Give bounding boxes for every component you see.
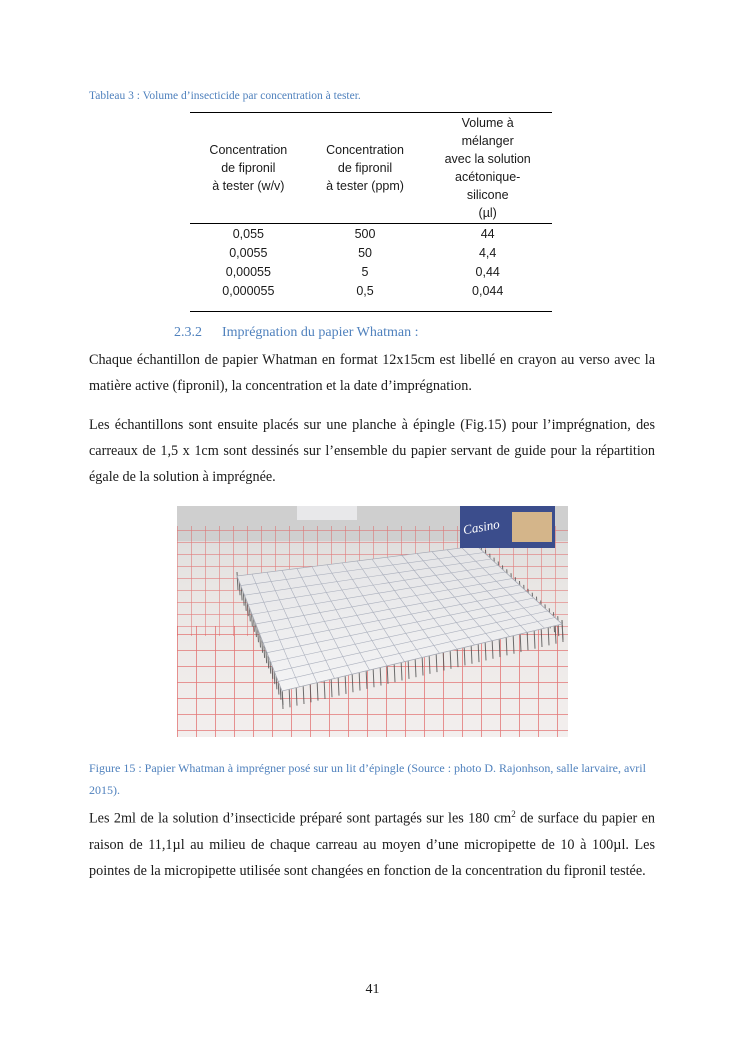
figure-caption: Figure 15 : Papier Whatman à imprégner posé sur un lit d’épingle (Source : photo D. Rajonhson, salle larvaire, avril 2015). xyxy=(89,761,646,797)
casino-box-label: Casino xyxy=(461,516,501,538)
bottles xyxy=(297,506,357,520)
header-concentration-ppm: Concentration de fipronil à tester (ppm) xyxy=(326,143,404,193)
table-cell: 0,000055 xyxy=(190,282,307,312)
page-number: 41 xyxy=(365,982,380,997)
table-header-row xyxy=(190,113,552,224)
concentration-table xyxy=(190,112,552,312)
superscript-2: 2 xyxy=(511,809,516,819)
table-row xyxy=(190,282,552,312)
table-caption: Tableau 3 : Volume d’insecticide par concentration à tester. xyxy=(89,90,361,102)
paragraph-impregnation xyxy=(89,801,655,884)
table-cell: 0,00055 xyxy=(225,265,271,279)
paragraph-text-start: Les 2ml de la solution d’insecticide préparé sont partagés sur les 180 cm xyxy=(89,810,512,827)
table-cell: 0,055 xyxy=(232,227,264,241)
table-row xyxy=(190,263,552,282)
table-cell: 500 xyxy=(354,227,376,241)
paragraph-text-end: de surface du papier en raison de 11,1µl au milieu de chaque carreau au moyen d’une micropipette de 10 à 100µl. Les pointes de la micropipette utilisée sont changées en fonction de la concentration du fipronil testée. xyxy=(89,810,655,879)
header-volume: Volume à mélanger avec la solution acétonique- silicone (µl) xyxy=(444,116,531,220)
casino-box-window xyxy=(512,512,552,542)
table-cell: 5 xyxy=(361,265,369,279)
table-cell: 50 xyxy=(358,246,372,260)
table-cell: 0,044 xyxy=(423,282,552,312)
table-cell: 44 xyxy=(480,227,495,241)
table-cell: 0,44 xyxy=(475,265,500,279)
section-number: 2.3.2 xyxy=(174,325,202,340)
whatman-paper-photo xyxy=(177,506,568,737)
table-cell: 0,5 xyxy=(307,282,424,312)
table-cell: 0,0055 xyxy=(229,246,268,260)
paragraph-pin-board: Les échantillons sont ensuite placés sur une planche à épingle (Fig.15) pour l’imprégnation, des carreaux de 1,5 x 1cm sont dessinés sur l’ensemble du papier servant de guide pour la répartition égale de la solution à imprégnée. xyxy=(89,417,655,485)
table-row xyxy=(190,244,552,263)
header-concentration-wv: Concentration de fipronil à tester (w/v) xyxy=(209,143,288,193)
table-cell: 4,4 xyxy=(478,246,497,260)
section-title: Imprégnation du papier Whatman : xyxy=(222,325,419,340)
paragraph-labelling: Chaque échantillon de papier Whatman en format 12x15cm est libellé en crayon au verso avec la matière active (fipronil), la concentration et la date d’imprégnation. xyxy=(89,352,655,394)
table-row xyxy=(190,224,552,245)
section-heading xyxy=(174,325,418,341)
